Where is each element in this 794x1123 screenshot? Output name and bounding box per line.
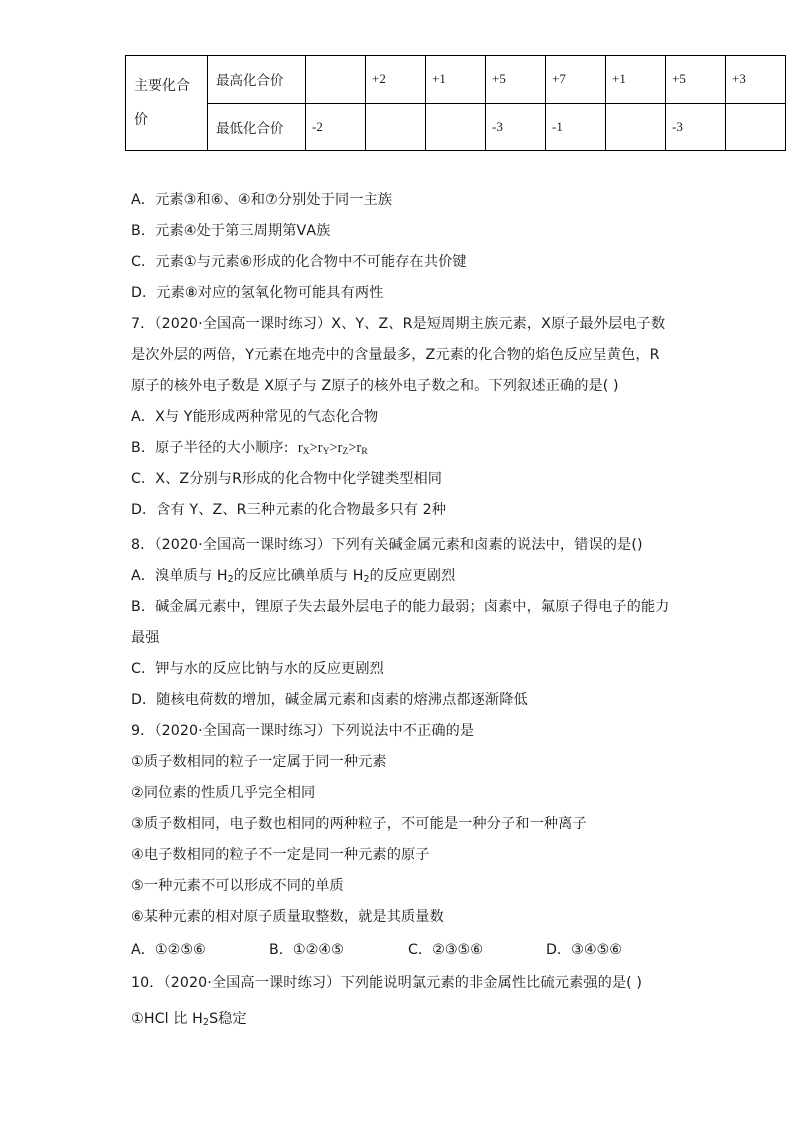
cell-lowest-3 xyxy=(426,103,486,151)
q7-option-c: C．X、Z分别与R形成的化合物中化学键类型相同 xyxy=(131,471,443,487)
q10-stem: 10．（2020·全国高一课时练习）下列能说明氯元素的非金属性比硫元素强的是( ) xyxy=(131,975,643,991)
row-header-main-valence: 主要化合 价 xyxy=(126,56,208,151)
cell-highest-7: +5 xyxy=(666,56,726,104)
q9-option-d: D．③④⑤⑥ xyxy=(546,942,622,958)
valence-table xyxy=(125,55,786,151)
cell-highest-6: +1 xyxy=(606,56,666,104)
q7-option-d: D．含有 Y、Z、R三种元素的化合物最多只有 2种 xyxy=(131,502,447,518)
q6-option-d: D．元素⑧对应的氢氧化物可能具有两性 xyxy=(131,285,384,301)
q6-option-b: B．元素④处于第三周期第ⅤA族 xyxy=(131,223,331,239)
cell-highest-3: +1 xyxy=(426,56,486,104)
q9-statement-6: ⑥某种元素的相对原子质量取整数，就是其质量数 xyxy=(131,909,444,925)
q8-option-b-line-1: B．碱金属元素中，锂原子失去最外层电子的能力最弱；卤素中，氟原子得电子的能力 xyxy=(131,599,670,615)
cell-lowest-8 xyxy=(726,103,786,151)
q7-option-b: B．原子半径的大小顺序: $r_X>r_Y>r_Z>r_R$ xyxy=(131,440,368,457)
q9-option-c: C．②③⑤⑥ xyxy=(408,942,483,958)
q8-stem: 8．（2020·全国高一课时练习）下列有关碱金属元素和卤素的说法中，错误的是() xyxy=(131,537,643,553)
radius-order: $r_X>r_Y>r_Z>r_R$ xyxy=(297,440,368,457)
cell-highest-4: +5 xyxy=(486,56,546,104)
q9-statement-3: ③质子数相同，电子数也相同的两种粒子，不可能是一种分子和一种离子 xyxy=(131,816,587,832)
q9-options xyxy=(131,939,622,959)
q8-option-d: D．随核电荷数的增加，碱金属元素和卤素的熔沸点都逐渐降低 xyxy=(131,692,528,708)
q9-statement-4: ④电子数相同的粒子不一定是同一种元素的原子 xyxy=(131,847,430,863)
q7-stem-line-2: 是次外层的两倍，Y元素在地壳中的含量最多，Z元素的化合物的焰色反应呈黄色，R xyxy=(131,347,660,363)
cell-highest-5: +7 xyxy=(546,56,606,104)
q8-option-c: C．钾与水的反应比钠与水的反应更剧烈 xyxy=(131,661,384,677)
q9-statement-1: ①质子数相同的粒子一定属于同一种元素 xyxy=(131,754,387,770)
lowest-valence-label: 最低化合价 xyxy=(208,103,306,151)
q9-option-a: A．①②⑤⑥ xyxy=(131,942,206,958)
q9-statement-2: ②同位素的性质几乎完全相同 xyxy=(131,785,316,801)
cell-highest-2: +2 xyxy=(366,56,426,104)
q10-statement-1: ①HCl 比 $H_2S$稳定 xyxy=(131,1011,247,1028)
q9-statement-5: ⑤一种元素不可以形成不同的单质 xyxy=(131,878,344,894)
q7-stem-line-3: 原子的核外电子数是 X原子与 Z原子的核外电子数之和。下列叙述正确的是( ) xyxy=(131,378,619,394)
cell-lowest-7: -3 xyxy=(666,103,726,151)
q6-option-a: A．元素③和⑥、④和⑦分别处于同一主族 xyxy=(131,192,393,208)
cell-lowest-1: -2 xyxy=(306,103,366,151)
highest-valence-row xyxy=(126,56,786,104)
q9-option-b: B．①②④⑤ xyxy=(269,942,344,958)
cell-lowest-4: -3 xyxy=(486,103,546,151)
highest-valence-label: 最高化合价 xyxy=(208,56,306,104)
cell-lowest-5: -1 xyxy=(546,103,606,151)
cell-highest-1 xyxy=(306,56,366,104)
lowest-valence-row xyxy=(126,103,786,151)
q8-option-b-line-2: 最强 xyxy=(131,630,160,646)
cell-highest-8: +3 xyxy=(726,56,786,104)
cell-lowest-6 xyxy=(606,103,666,151)
cell-lowest-2 xyxy=(366,103,426,151)
q6-option-c: C．元素①与元素⑥形成的化合物中不可能存在共价键 xyxy=(131,254,467,270)
q8-option-a: A．溴单质与 $H_2$的反应比碘单质与 $H_2$的反应更剧烈 xyxy=(131,568,456,585)
q7-stem-line-1: 7．（2020·全国高一课时练习）X、Y、Z、R是短周期主族元素，X原子最外层电子数 xyxy=(131,316,666,332)
q7-option-a: A．X与 Y能形成两种常见的气态化合物 xyxy=(131,409,379,425)
q9-stem: 9．（2020·全国高一课时练习）下列说法中不正确的是 xyxy=(131,723,475,739)
